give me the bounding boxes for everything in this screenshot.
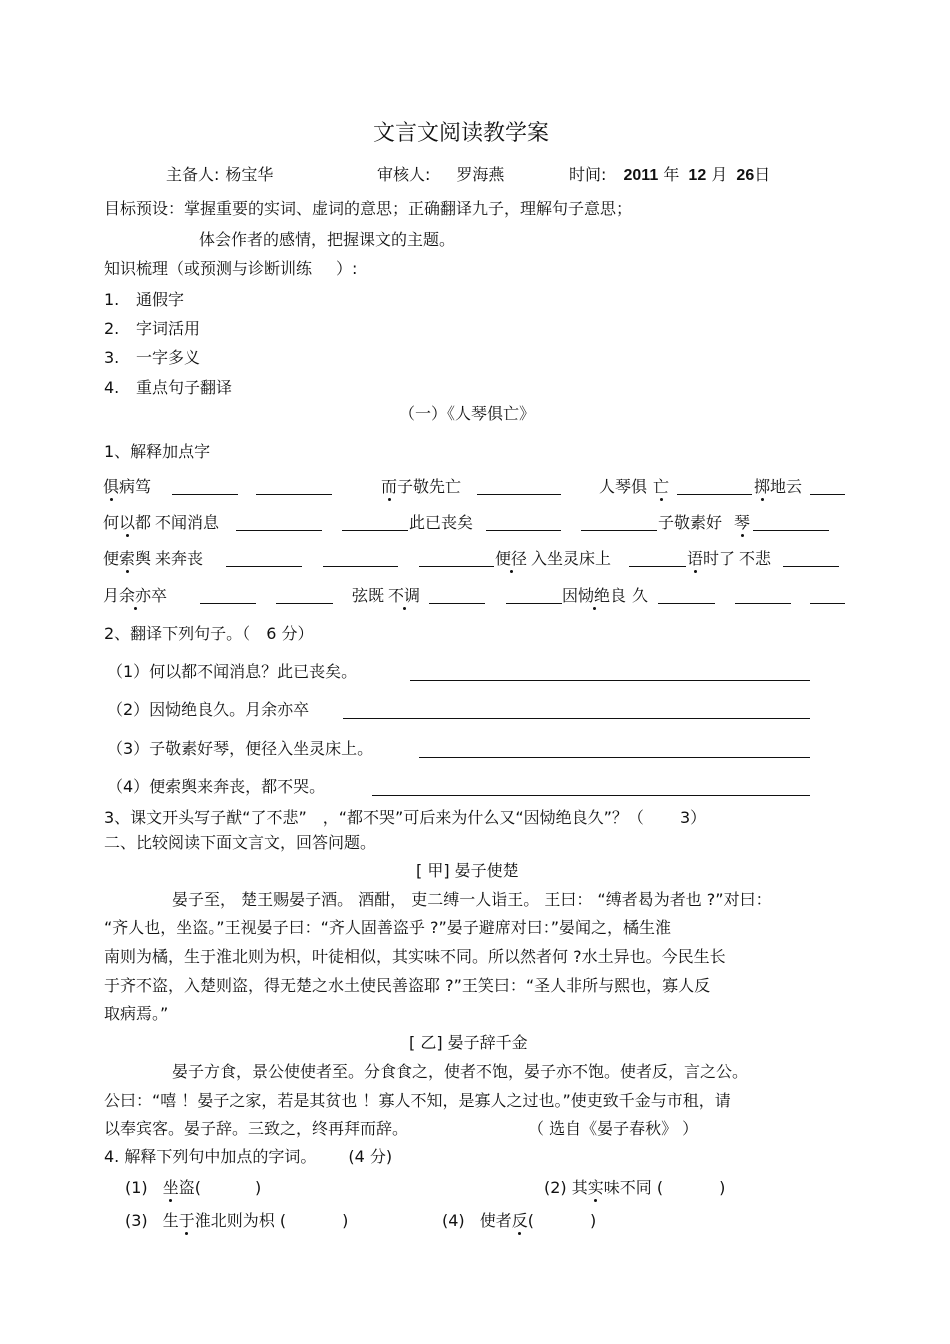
text: 盗(: [178, 1178, 202, 1197]
preparer-label: 主备人:: [166, 165, 220, 184]
row2-item2: 此已丧矣: [409, 513, 474, 532]
row3-item2: [495, 549, 611, 569]
answer-line[interactable]: [410, 680, 810, 681]
year: 2011: [623, 167, 659, 184]
jia-line-2: “齐人也，坐盗。”王视晏子曰：“齐人固善盗乎 ?”晏子避席对曰：”晏闻之，橘生淮: [104, 918, 672, 937]
text: 时了: [703, 549, 736, 568]
item-number: (3): [125, 1211, 148, 1230]
section2-heading: 二、比较阅读下面文言文，回答问题。: [104, 833, 377, 852]
answer-blank[interactable]: [629, 566, 686, 567]
yi-title: [ 乙] 晏子辞千金: [409, 1033, 528, 1052]
item-label: 一字多义: [136, 348, 201, 367]
page-title: 文言文阅读教学案: [373, 121, 550, 146]
dotted-char: 琴: [734, 513, 751, 532]
text: ): [590, 1211, 597, 1230]
text: 3、课文开头写子猷“了不悲”: [104, 808, 307, 827]
row2-item3: [658, 513, 750, 533]
knowledge-item-3: [104, 348, 201, 368]
answer-blank[interactable]: [810, 494, 845, 495]
dotted-char: 坐: [162, 1178, 179, 1197]
item-number: 2.: [104, 319, 120, 338]
item-label: 重点句子翻译: [136, 378, 233, 397]
row3-item1: [103, 549, 203, 569]
goals-line2: 体会作者的感情，把握课文的主题。: [199, 230, 456, 249]
text: 2、翻译下列句子。（: [104, 624, 251, 643]
dotted-char: 亡: [653, 477, 670, 496]
yi-line-2: 公曰：“嘻 ！晏子之家，若是其贫也 ！寡人不知，是寡人之过也。”使吏致千金与市租，请: [104, 1091, 731, 1110]
score: 6 分）: [266, 624, 314, 643]
answer-line[interactable]: [419, 757, 810, 758]
row1-item3: [599, 477, 669, 497]
text: 人琴俱: [599, 477, 648, 496]
q4-item-1: [125, 1178, 261, 1198]
score: (4 分): [348, 1147, 393, 1166]
goals-line1: 目标预设：掌握重要的实词、虚词的意思；正确翻译九子，理解句子意思；: [104, 199, 633, 218]
dotted-char: 便索舆: [103, 549, 152, 568]
answer-blank[interactable]: [256, 494, 332, 495]
item-number: (4): [442, 1211, 465, 1230]
answer-blank[interactable]: [735, 603, 791, 604]
answer-blank[interactable]: [506, 603, 562, 604]
dotted-char: 语: [687, 549, 704, 568]
sentence-3: （3）子敬素好琴，便径入坐灵床上。: [107, 739, 374, 758]
text: ，“都不哭”可后来为什么又“因恸绝良久”？（: [322, 808, 644, 827]
dotted-char: 于: [178, 1211, 195, 1230]
row1-item1: [103, 477, 151, 497]
source: （ 选自《晏子春秋》 ）: [528, 1119, 699, 1138]
answer-line[interactable]: [372, 795, 810, 796]
text: 不闻消息: [155, 513, 220, 532]
text: 子敬素好: [658, 513, 723, 532]
item-number: 3.: [104, 348, 120, 367]
yi-line-1: 晏子方食，景公使使者至。分食食之，使者不饱，晏子亦不饱。使者反，言之公。: [172, 1062, 749, 1081]
knowledge-heading-end: ）:: [336, 259, 358, 278]
dotted-char: 便径: [495, 549, 528, 568]
month-unit: 月: [711, 165, 728, 184]
answer-blank[interactable]: [783, 566, 839, 567]
text: ): [255, 1178, 262, 1197]
answer-blank[interactable]: [342, 530, 408, 531]
answer-blank[interactable]: [810, 603, 845, 604]
year-unit: 年: [663, 165, 680, 184]
section1-title: （一）《人琴俱亡》: [399, 404, 536, 423]
q4-item-3: [125, 1211, 348, 1231]
row3-item3: [687, 549, 771, 569]
dotted-char: 而: [381, 477, 398, 496]
answer-line[interactable]: [343, 718, 810, 719]
text: 不悲: [739, 549, 772, 568]
text: 子敬先亡: [397, 477, 462, 496]
dotted-char: 俱: [103, 477, 120, 496]
answer-blank[interactable]: [419, 566, 494, 567]
q2-heading: [104, 624, 313, 644]
item-number: 1.: [104, 290, 120, 309]
item-label: 通假字: [136, 290, 185, 309]
knowledge-heading-text: 知识梳理（或预测与诊断训练: [104, 259, 313, 278]
jia-line-4: 于齐不盗，入楚则盗，得无楚之水土使民善盗耶 ?”王笑曰：“圣人非所与熙也，寡人反: [104, 976, 711, 995]
answer-blank[interactable]: [236, 530, 322, 531]
yi-line-3: 以奉宾客。晏子辞。三致之，终再拜而辞。: [104, 1119, 409, 1138]
answer-blank[interactable]: [429, 603, 485, 604]
dotted-char: 实: [587, 1178, 604, 1197]
row4-item2: [352, 586, 420, 606]
text: 久: [632, 586, 649, 605]
answer-blank[interactable]: [477, 494, 561, 495]
q4-item-4: [442, 1211, 596, 1231]
jia-line-3: 南则为橘，生于淮北则为枳，叶徒相似，其实味不同。所以然者何 ?水土异也。今民生长: [104, 947, 726, 966]
answer-blank[interactable]: [658, 603, 715, 604]
header-info: [166, 165, 273, 185]
knowledge-item-2: [104, 319, 201, 339]
month: 12: [688, 167, 707, 184]
text: 来奔丧: [155, 549, 204, 568]
preparer-name: 杨宝华: [225, 165, 274, 184]
text: (: [527, 1211, 535, 1230]
sentence-4: （4）便索舆来奔丧，都不哭。: [107, 777, 326, 796]
answer-blank[interactable]: [486, 530, 561, 531]
reviewer-info: [377, 165, 504, 185]
jia-line-1: 晏子至， 楚王赐晏子酒。 酒酣， 吏二缚一人诣王。 王曰： “缚者曷为者也 ?”对曰：: [172, 890, 772, 909]
q4-heading: [104, 1147, 392, 1167]
q4-item-2: [544, 1178, 725, 1198]
dotted-char: 掷: [754, 477, 771, 496]
answer-blank[interactable]: [753, 530, 829, 531]
reviewer-label: 审核人:: [377, 165, 431, 184]
row2-item1: [103, 513, 219, 533]
answer-blank[interactable]: [276, 603, 333, 604]
dotted-char: 反: [511, 1211, 528, 1230]
knowledge-item-4: [104, 378, 233, 398]
day: 26: [736, 167, 755, 184]
item-number: (2) 其: [544, 1178, 588, 1197]
q3: [104, 808, 706, 828]
text: 味不同 (: [603, 1178, 664, 1197]
text: ): [342, 1211, 349, 1230]
row1-item2: [381, 477, 461, 497]
dotted-char: 因恸绝良: [562, 586, 627, 605]
text: 生: [162, 1211, 179, 1230]
answer-blank[interactable]: [200, 603, 256, 604]
jia-line-5: 取病焉。”: [104, 1004, 169, 1023]
q1-heading: 1、解释加点字: [104, 442, 211, 461]
text: ): [719, 1178, 726, 1197]
row4-item1: [103, 586, 167, 606]
dotted-char: 何以都: [103, 513, 152, 532]
answer-blank[interactable]: [172, 494, 238, 495]
text: 淮北则为枳 (: [194, 1211, 287, 1230]
knowledge-item-1: [104, 290, 185, 310]
text: 病笃: [119, 477, 152, 496]
item-number: (1): [125, 1178, 148, 1197]
day-unit: 日: [754, 165, 771, 184]
dotted-char: 不调: [388, 586, 421, 605]
score: 3）: [679, 808, 707, 827]
text: 使者: [479, 1211, 512, 1230]
text: 弦既: [352, 586, 385, 605]
text: 地云: [770, 477, 803, 496]
answer-blank[interactable]: [581, 530, 657, 531]
row1-item4: [754, 477, 802, 497]
text: 4. 解释下列句中加点的字词。: [104, 1147, 317, 1166]
sentence-1: （1）何以都不闻消息？此已丧矣。: [107, 662, 358, 681]
knowledge-heading: [104, 259, 357, 279]
time-label: 时间:: [569, 165, 607, 184]
date-info: [569, 165, 770, 186]
text: 入坐灵床上: [531, 549, 612, 568]
answer-blank[interactable]: [226, 566, 302, 567]
row4-item3: [562, 586, 648, 606]
answer-blank[interactable]: [677, 494, 752, 495]
sentence-2: （2）因恸绝良久。月余亦卒: [107, 700, 310, 719]
dotted-char: 月余亦卒: [103, 586, 168, 605]
item-number: 4.: [104, 378, 120, 397]
reviewer-name: 罗海燕: [456, 165, 505, 184]
answer-blank[interactable]: [323, 566, 398, 567]
jia-title: [ 甲] 晏子使楚: [416, 861, 519, 880]
item-label: 字词活用: [136, 319, 201, 338]
